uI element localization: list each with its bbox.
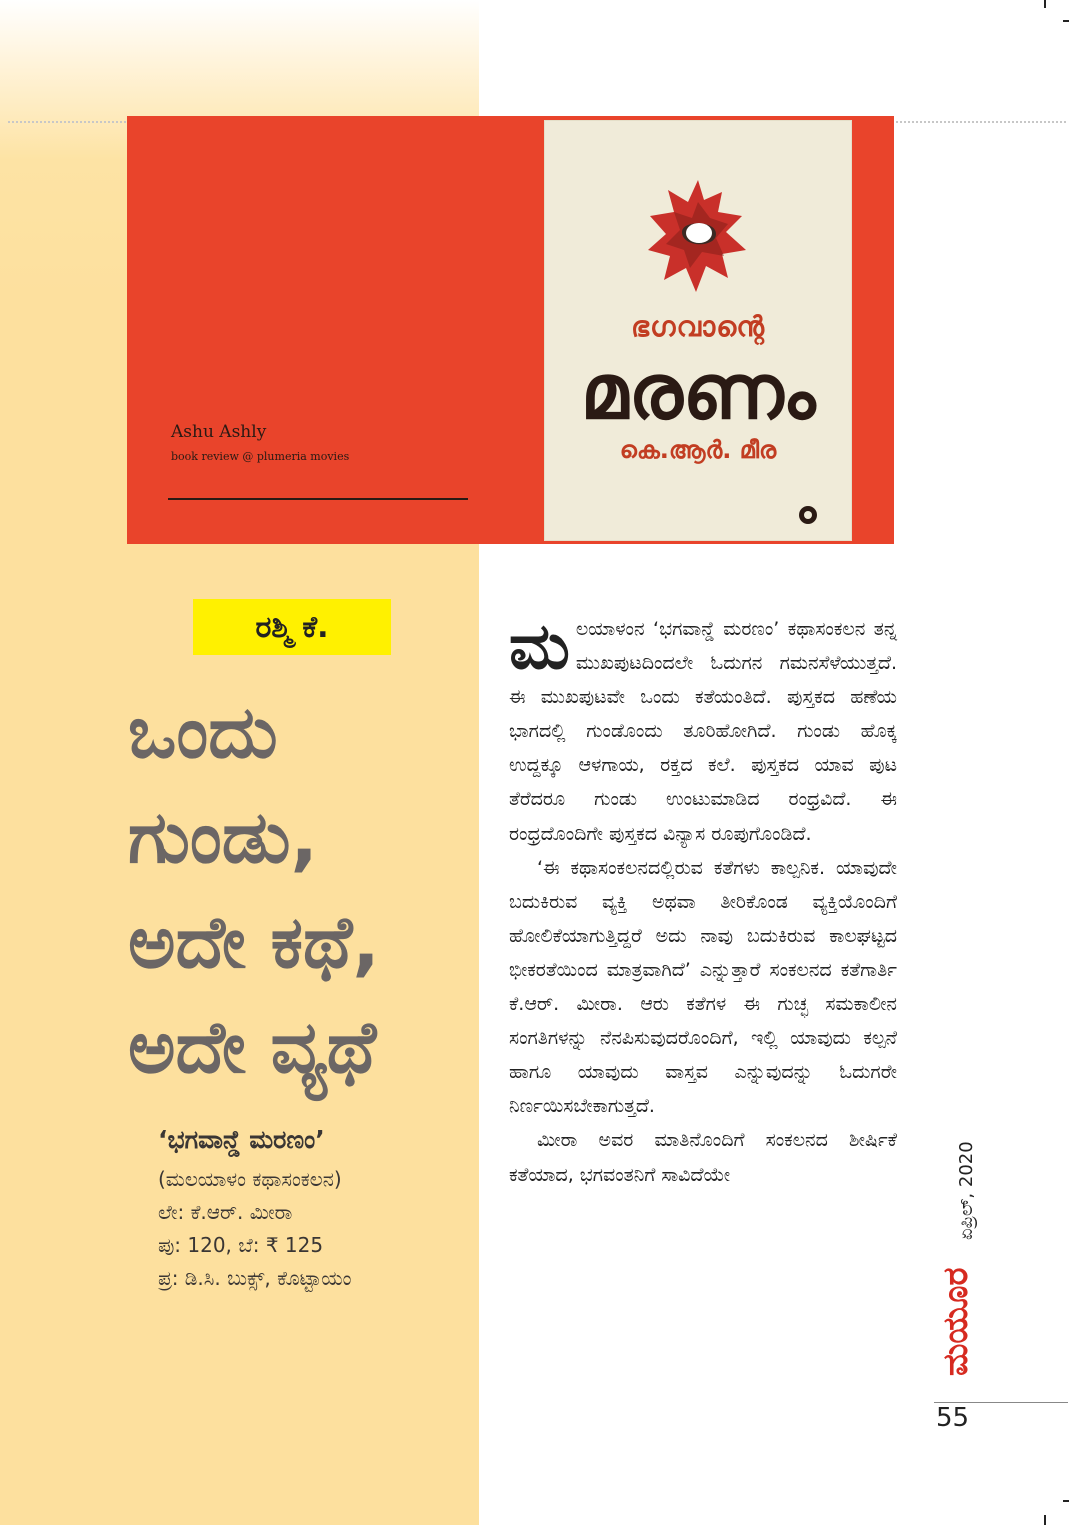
drop-cap: ಮ [509, 610, 570, 684]
article-paragraph [509, 612, 897, 851]
page-number: 55 [936, 1403, 970, 1433]
article-paragraph: ‘ಈ ಕಥಾಸಂಕಲನದಲ್ಲಿರುವ ಕತೆಗಳು ಕಾಲ್ಪನಿಕ. ಯಾವುದೇ ಬದುಕಿರುವ ವ್ಯಕ್ತಿ ಅಥವಾ ತೀರಿಕೊಂಡ ವ್ಯಕ್ತಿಯೊಂದಿಗೆ ಹೋಲಿಕೆಯಾಗುತ್ತಿದ್ದರೆ ಅದು ನಾವು ಬದುಕಿರುವ ಕಾಲಘಟ್ಟದ ಭೀಕರತೆಯಿಂದ ಮಾತ್ರವಾಗಿದೆ’ ಎನ್ನುತ್ತಾರೆ ಸಂಕಲನದ ಕತೆಗಾರ್ತಿ ಕೆ.ಆರ್. ಮೀರಾ. ಆರು ಕತೆಗಳ ಈ ಗುಚ್ಛ ಸಮಕಾಲೀನ ಸಂಗತಿಗಳನ್ನು ನೆನಪಿಸುವುದರೊಂದಿಗೆ, ಇಲ್ಲಿ ಯಾವುದು ಕಲ್ಪನೆ ಹಾಗೂ ಯಾವುದು ವಾಸ್ತವ ಎನ್ನುವುದನ್ನು ಓದುಗರೇ ನಿರ್ಣಯಿಸಬೇಕಾಗುತ್ತದೆ. [509, 856, 897, 1118]
book-title: ‘ಭಗವಾನ್ಡೆ ಮರಣಂ’ [158, 1125, 325, 1154]
article-paragraph: ಮೀರಾ ಅವರ ಮಾತಿನೊಂದಿಗೆ ಸಂಕಲನದ ಶೀರ್ಷಿಕೆ ಕತೆಯಾದ, ಭಗವಂತನಿಗೆ ಸಾವಿದೆಯೇ [509, 1129, 897, 1186]
book-cover [544, 120, 852, 541]
crop-mark [1044, 1515, 1046, 1525]
credit-name: Ashu Ashly [171, 422, 267, 442]
cover-author: കെ.ആർ. മീര [619, 436, 777, 464]
article-body [509, 612, 897, 1192]
credit-rule [168, 498, 468, 500]
issue-date: ಏಪ್ರಿಲ್, 2020 [956, 1141, 977, 1240]
book-cover-banner [127, 116, 894, 544]
headline-line: ಗುಂಡು, [128, 795, 318, 879]
crop-mark [1044, 0, 1046, 8]
paragraph-text: ಲಯಾಳಂನ ‘ಭಗವಾನ್ಡೆ ಮರಣಂ’ ಕಥಾಸಂಕಲನ ತನ್ನ ಮುಖಪುಟದಿಂದಲೇ ಓದುಗನ ಗಮನಸೆಳೆಯುತ್ತದೆ. ಈ ಮುಖಪುಟವೇ ಒಂದು ಕತೆಯಂತಿದೆ. ಪುಸ್ತಕದ ಹಣೆಯ ಭಾಗದಲ್ಲಿ ಗುಂಡೊಂದು ತೂರಿಹೋಗಿದೆ. ಗುಂಡು ಹೊಕ್ಕ ಉದ್ದಕ್ಕೂ ಆಳಗಾಯ, ರಕ್ತದ ಕಲೆ. ಪುಸ್ತಕದ ಯಾವ ಪುಟ ತೆರೆದರೂ ಗುಂಡು ಉಂಟುಮಾಡಿದ ರಂಧ್ರವಿದೆ. ಈ ರಂಧ್ರದೊಂದಿಗೇ ಪುಸ್ತಕದ ವಿನ್ಯಾಸ ರೂಪುಗೊಂಡಿದೆ. [509, 618, 897, 845]
bullet-hole-icon [638, 172, 758, 302]
photo-credit [171, 422, 349, 463]
headline-line: ಅದೇ ಕಥೆ, [128, 900, 380, 984]
book-genre: (ಮಲಯಾಳಂ ಕಥಾಸಂಕಲನ) [158, 1167, 342, 1191]
dotted-rule-right [896, 121, 1066, 123]
dotted-rule-left [8, 121, 126, 123]
cover-title-small: ഭഗവാന്റെ [630, 310, 766, 343]
credit-source: book review @ plumeria movies [171, 450, 350, 463]
headline-line: ಅದೇ ವ್ಯಥೆ [128, 1005, 377, 1089]
book-publisher: ಪ್ರ: ಡಿ.ಸಿ. ಬುಕ್ಸ್, ಕೊಟ್ಟಾಯಂ [158, 1266, 352, 1290]
magazine-logo: ಮಯೂರ [936, 1267, 976, 1376]
crop-mark [1063, 1500, 1069, 1502]
author-byline: ರಶ್ಮಿ ಕೆ. [193, 599, 391, 655]
headline-line: ಒಂದು [128, 690, 278, 774]
publisher-logo-icon [799, 506, 817, 524]
crop-mark [1063, 20, 1069, 22]
cover-title-big: മരണം [580, 347, 816, 436]
book-info [158, 1125, 352, 1295]
headline [128, 680, 473, 1100]
book-author: ಲೇ: ಕೆ.ಆರ್. ಮೀರಾ [158, 1200, 293, 1224]
book-pages-price: ಪು: 120, ಬೆ: ₹ 125 [158, 1233, 324, 1257]
